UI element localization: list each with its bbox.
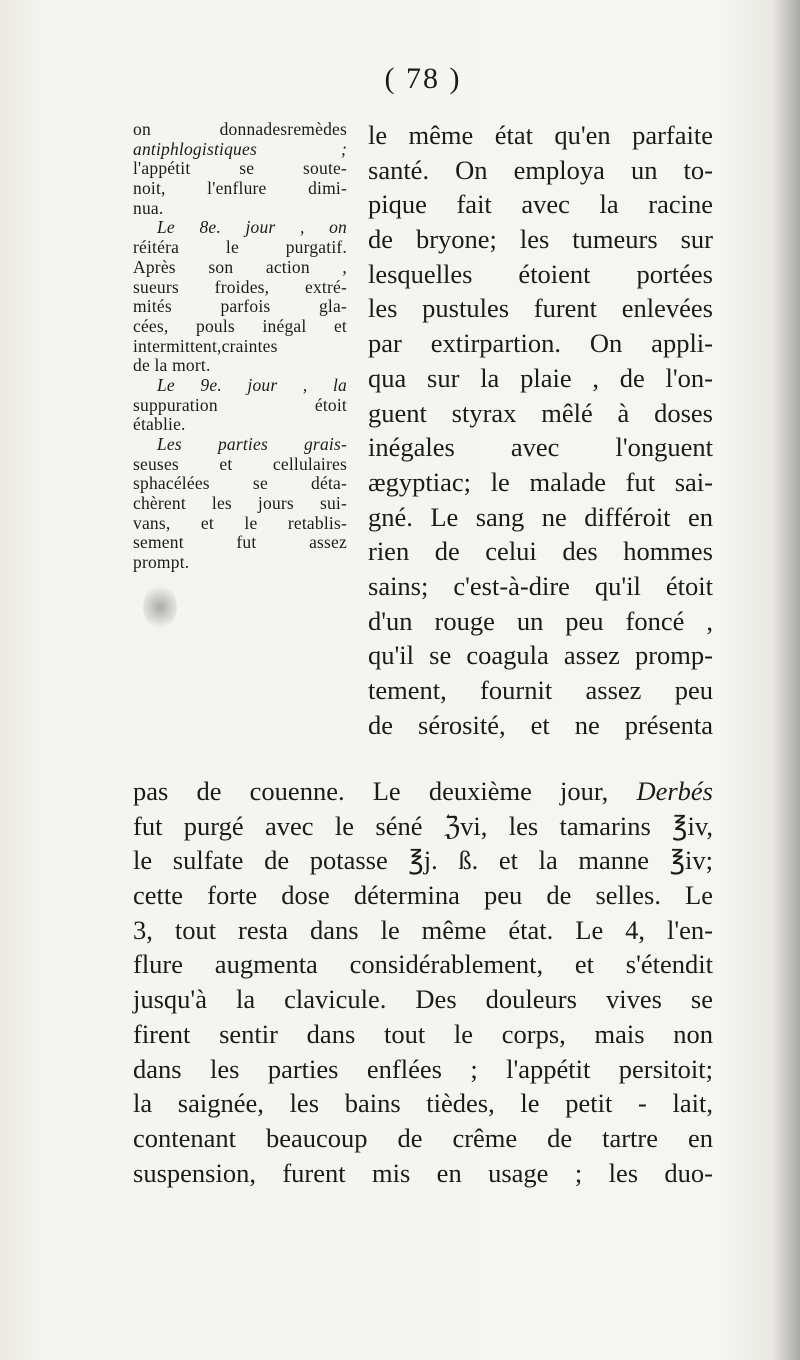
main-text-column (368, 118, 713, 742)
text-line: qu'il se coagula assez promp- (368, 640, 713, 671)
full-width-text (133, 774, 713, 1190)
margin-note-line: Après son action , (133, 257, 347, 277)
margin-note-line: sphacélées se déta- (133, 474, 347, 494)
text-line: fut purgé avec le séné ℨvi, les tamarins ℥iv, (133, 810, 713, 841)
text-line: de bryone; les tumeurs sur (368, 224, 713, 255)
text-line: sains; c'est-à-dire qu'il étoit (368, 570, 713, 601)
text-line: rien de celui des hommes (368, 536, 713, 567)
text-line: le même état qu'en parfaite (368, 120, 713, 150)
text-line: les pustules furent enlevées (368, 293, 713, 324)
margin-note-line: chèrent les jours sui- (133, 494, 347, 514)
margin-note-line: intermittent,craintes (133, 336, 278, 356)
text-line: guent styrax mêlé à doses (368, 397, 713, 428)
margin-note-line: Les parties grais- (157, 435, 347, 454)
text-line: lesquelles étoient portées (368, 258, 713, 289)
margin-note-line: seuses et cellulaires (133, 454, 347, 474)
margin-note-line: l'appétit se soute- (133, 159, 347, 179)
margin-note-line: antiphlogistiques ; (133, 139, 347, 159)
margin-note-line: noit, l'enflure dimi- (133, 179, 347, 199)
ink-smudge (143, 584, 177, 630)
page-gutter-shadow (772, 0, 800, 1360)
margin-note-line: Le 8e. jour , on (157, 218, 347, 238)
text-line: pique fait avec la racine (368, 189, 713, 220)
text-line: 3, tout resta dans le même état. Le 4, l'en- (133, 914, 713, 945)
text-line: ægyptiac; le malade fut sai- (368, 466, 713, 497)
margin-note-line: cées, pouls inégal et (133, 316, 347, 336)
text-line: d'un rouge un peu foncé , (368, 605, 713, 636)
text-line: cette forte dose détermina peu de selles. Le (133, 880, 713, 911)
text-line: pas de couenne. Le deuxième jour, Derbés (133, 776, 713, 806)
margin-note-line: nua. (133, 198, 164, 218)
margin-note-line: sement fut assez (133, 533, 347, 553)
text-line: qua sur la plaie , de l'on- (368, 362, 713, 393)
text-line: contenant beaucoup de crême de tartre en (133, 1122, 713, 1153)
margin-note-line: Le 9e. jour , la (157, 375, 347, 395)
text-line: gné. Le sang ne différoit en (368, 501, 713, 532)
margin-note (133, 120, 347, 573)
text-line: flure augmenta considérablement, et s'étendit (133, 949, 713, 980)
text-line: dans les parties enflées ; l'appétit persitoit; (133, 1053, 713, 1084)
margin-note-line: vans, et le retablis- (133, 513, 347, 533)
margin-note-line: de la mort. (133, 356, 211, 376)
text-line: la saignée, les bains tièdes, le petit - lait, (133, 1088, 713, 1119)
text-line: jusqu'à la clavicule. Des douleurs vives se (133, 984, 713, 1015)
text-line: santé. On employa un to- (368, 154, 713, 185)
page-number: ( 78 ) (384, 62, 462, 95)
patient-name: Derbés (636, 776, 713, 806)
text-line: inégales avec l'onguent (368, 432, 713, 463)
text-line: firent sentir dans tout le corps, mais non (133, 1018, 713, 1049)
margin-note-line: prompt. (133, 553, 190, 573)
margin-note-line: on donnadesremèdes (133, 120, 347, 139)
margin-note-line: suppuration étoit (133, 395, 347, 415)
text-line: le sulfate de potasse ℥j. ß. et la manne ℥iv; (133, 845, 713, 876)
text-line: par extirpartion. On appli- (368, 328, 713, 359)
margin-note-line: établie. (133, 415, 186, 435)
margin-note-line: sueurs froides, extré- (133, 277, 347, 297)
text-line: de sérosité, et ne présenta (368, 709, 713, 740)
text-line: suspension, furent mis en usage ; les duo- (133, 1157, 713, 1188)
margin-note-line: réitéra le purgatif. (133, 238, 347, 258)
margin-note-line: mités parfois gla- (133, 297, 347, 317)
text-line: tement, fournit assez peu (368, 675, 713, 705)
